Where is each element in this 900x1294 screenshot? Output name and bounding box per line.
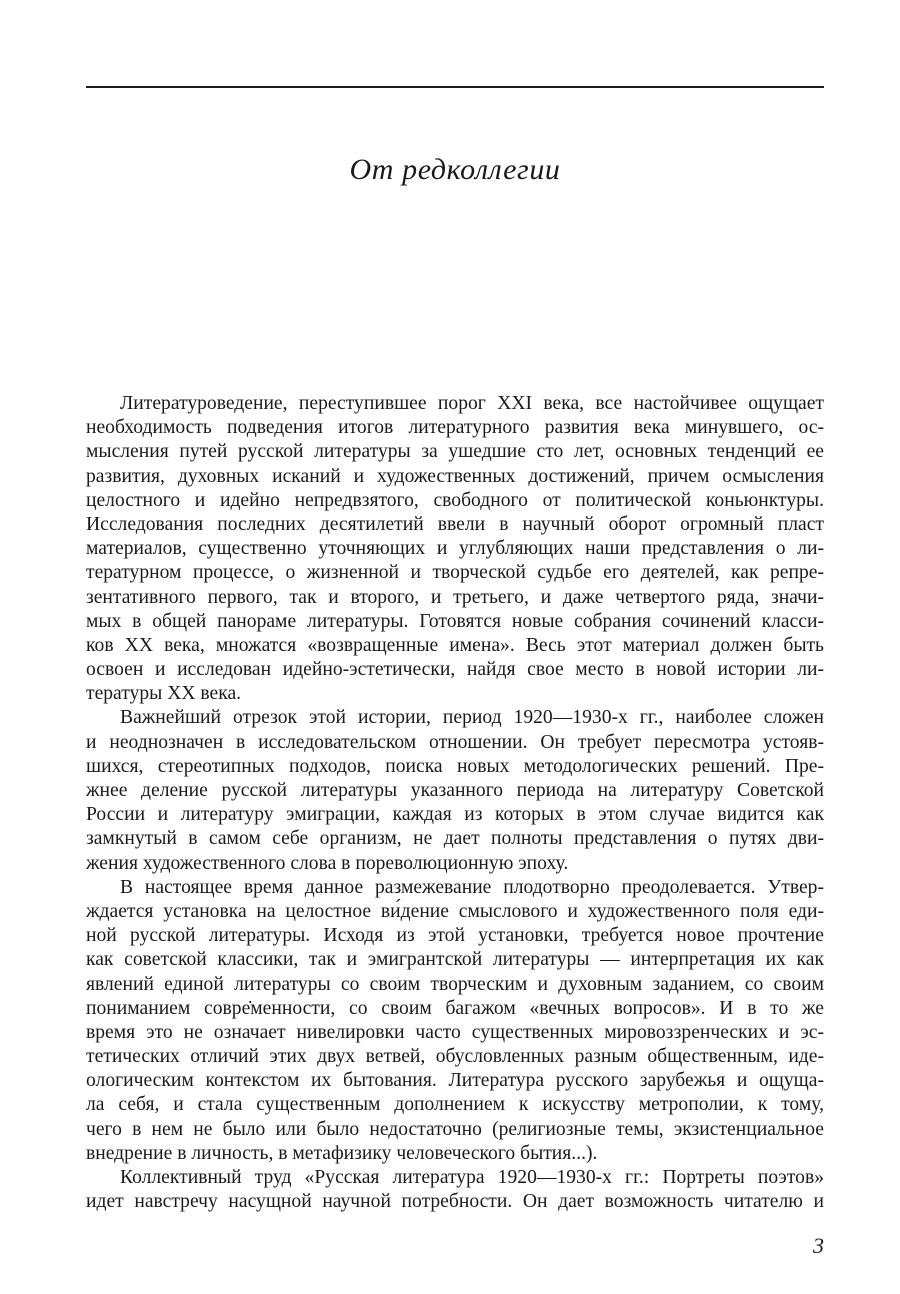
text-line: идет навстречу насущной научной потребности. Он дает возможность читателю и [86,1191,824,1213]
text-line: ла себя, и стала существенным дополнением к искусству метрополии, к тому, [86,1094,824,1116]
text-line: ологическим контекстом их бытования. Литература русского зарубежья и ощуща- [86,1070,824,1092]
body-text [86,392,824,1214]
text-line: шихся, стереотипных подходов, поиска новых методологических решений. Пре- [86,755,824,777]
text-line: Важнейший отрезок этой истории, период 1920—1930-х гг., наиболее сложен [120,707,824,729]
text-line: мых в общей панораме литературы. Готовятся новые собрания сочинений класси- [86,610,824,632]
page-number: 3 [813,1233,824,1258]
text-line: тетических отличий этих двух ветвей, обусловленных разным общественным, иде- [86,1046,824,1068]
text-line: чего в нем не было или было недостаточно (религиозные темы, экзистенциальное [86,1118,824,1140]
text-line: зентативного первого, так и второго, и третьего, и даже четвертого ряда, значи- [86,586,824,608]
text-line: ков XX века, множатся «возвращенные имена». Весь этот материал должен быть [86,634,824,656]
text-line: Литературоведение, переступившее порог XXI века, все настойчивее ощущает [120,393,824,414]
text-line: замкнутый в самом себе организм, не дает полноты представления о путях дви- [86,828,824,850]
text-line: ной русской литературы. Исходя из этой установки, требуется новое прочтение [86,925,824,947]
text-line: Коллективный труд «Русская литература 1920—1930-х гг.: Портреты поэтов» [120,1167,824,1188]
header-rule [86,86,824,88]
text-line: тературном процессе, о жизненной и творческой судьбе его деятелей, как репре- [86,562,824,584]
text-line: жения художественного слова в пореволюционную эпоху. [86,852,569,874]
paragraph [86,1166,824,1214]
text-line: Исследования последних десятилетий ввели в научный оборот огромный пласт [86,513,824,535]
text-line: пониманием совре̇менности, со своим багажом «вечных вопросов». И в то же [86,997,824,1019]
paragraph [86,392,824,706]
text-line: и неоднозначен в исследовательском отношении. Он требует пересмотра устояв- [86,731,824,753]
text-line: ждается установка на целостное ви́дение смыслового и художественного поля еди- [86,900,824,922]
text-line: необходимость подведения итогов литературного развития века минувшего, ос- [86,417,824,439]
text-line: жнее деление русской литературы указанного периода на литературу Советской [86,780,824,801]
text-line: время это не означает нивелировки часто существенных мировоззренческих и эс- [86,1021,824,1043]
text-line: развития, духовных исканий и художественных достижений, причем осмысления [86,465,824,487]
text-line: тературы XX века. [86,683,242,705]
paragraph [86,706,824,875]
text-line: как советской классики, так и эмигрантской литературы — интерпретация их как [86,949,824,971]
text-line: В настоящее время данное размежевание плодотворно преодолевается. Утвер- [120,876,824,898]
text-line: освоен и исследован идейно-эстетически, найдя свое место в новой истории ли- [86,659,824,681]
text-line: целостного и идейно непредвзятого, свободного от политической коньюнктуры. [86,489,824,511]
text-line: материалов, существенно уточняющих и углубляющих наши представления о ли- [86,538,824,560]
text-line: мысления путей русской литературы за ушедшие сто лет, основных тенденций ее [86,441,824,463]
text-line: России и литературу эмиграции, каждая из которых в этом случае видится как [86,804,824,826]
text-line: внедрение в личность, в метафизику человеческого бытия...). [86,1142,598,1164]
text-line: явлений единой литературы со своим творческим и духовным заданием, со своим [86,973,824,995]
page-title: От редколлегии [349,153,561,186]
paragraph [86,876,824,1166]
